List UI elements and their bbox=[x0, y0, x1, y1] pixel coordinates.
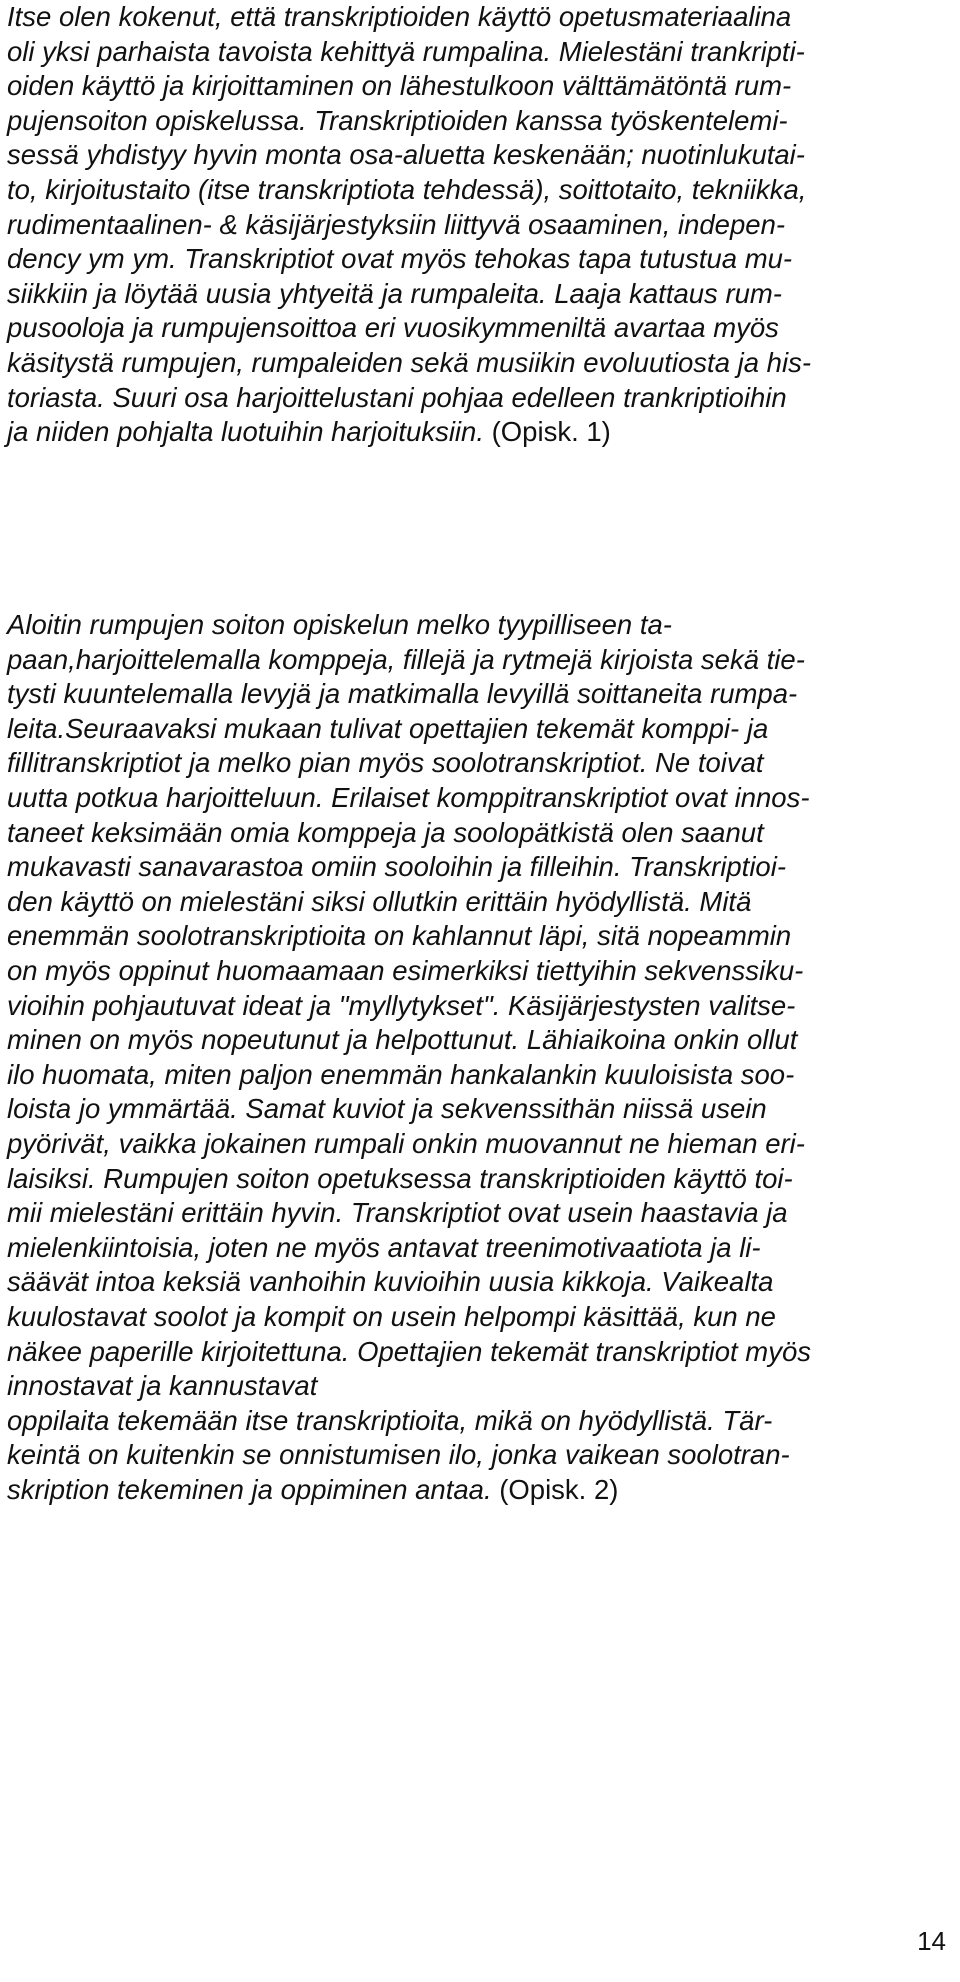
text-segment: pujensoiton opiskelussa. Transkriptioiden kanssa työskentelemi- bbox=[7, 104, 788, 136]
text-line bbox=[7, 712, 768, 746]
text-line bbox=[7, 1300, 776, 1334]
text-line bbox=[7, 954, 803, 988]
citation-ref: (Opisk. 1) bbox=[491, 416, 611, 448]
text-segment: pyörivät, vaikka jokainen rumpali onkin muovannut ne hieman eri- bbox=[7, 1128, 805, 1159]
text-segment: skription tekeminen ja oppiminen antaa. bbox=[7, 1474, 500, 1505]
text-line bbox=[7, 1127, 805, 1161]
text-segment: säävät intoa keksiä vanhoihin kuvioihin uusia kikkoja. Vaikealta bbox=[7, 1266, 774, 1298]
text-segment: fillitranskriptiot ja melko pian myös soolotranskriptiot. Ne toivat bbox=[7, 747, 764, 779]
text-segment: minen on myös nopeutunut ja helpottunut. Lähiaikoina onkin ollut bbox=[7, 1024, 798, 1056]
text-segment: laisiksi. Rumpujen soiton opetuksessa transkriptioiden käyttö toi- bbox=[7, 1162, 793, 1194]
text-segment: innostavat ja kannustavat bbox=[7, 1370, 318, 1402]
text-segment: näkee paperille kirjoitettuna. Opettajien tekemät transkriptiot myös bbox=[7, 1335, 812, 1367]
text-segment: oiden käyttö ja kirjoittaminen on lähestulkoon välttämätöntä rum- bbox=[7, 70, 792, 102]
text-segment: pusooloja ja rumpujensoittoa eri vuosikymmeniltä avartaa myös bbox=[7, 312, 779, 344]
text-segment: Aloitin rumpujen soiton opiskelun melko tyypilliseen ta- bbox=[7, 609, 672, 640]
text-segment: vioihin pohjautuvat ideat ja "myllytykset". Käsijärjestysten valitse- bbox=[7, 989, 796, 1021]
text-segment: dency ym ym. Transkriptiot ovat myös tehokas tapa tutustua mu- bbox=[7, 243, 793, 275]
text-line bbox=[7, 1265, 773, 1299]
text-line bbox=[7, 677, 797, 711]
text-segment: kuulostavat soolot ja kompit on usein helpompi käsittää, kun ne bbox=[7, 1301, 776, 1332]
text-line bbox=[7, 138, 805, 172]
text-line bbox=[7, 1023, 797, 1057]
text-line bbox=[7, 0, 791, 34]
text-segment: sessä yhdistyy hyvin monta osa-aluetta keskenään; nuotinlukutai- bbox=[7, 139, 805, 171]
text-line bbox=[7, 1092, 767, 1126]
text-segment: siikkiin ja löytää uusia yhtyeitä ja rumpaleita. Laaja kattaus rum- bbox=[7, 277, 782, 309]
text-line bbox=[7, 643, 805, 677]
text-segment: den käyttö on mielestäni siksi ollutkin erittäin hyödyllistä. Mitä bbox=[7, 885, 752, 917]
text-segment: enemmän soolotranskriptioita on kahlannut läpi, sitä nopeammin bbox=[7, 920, 792, 952]
text-line bbox=[7, 1162, 793, 1196]
citation-ref: (Opisk. 2) bbox=[499, 1474, 619, 1505]
text-line bbox=[7, 415, 611, 449]
text-segment: tysti kuuntelemalla levyjä ja matkimalla levyillä soittaneita rumpa- bbox=[7, 678, 798, 710]
text-line bbox=[7, 885, 751, 919]
text-line bbox=[7, 746, 764, 780]
text-line bbox=[7, 242, 792, 276]
text-segment: on myös oppinut huomaamaan esimerkiksi tiettyihin sekvenssiku- bbox=[7, 955, 804, 986]
text-line bbox=[7, 173, 806, 207]
text-segment: keintä on kuitenkin se onnistumisen ilo, jonka vaikean soolotran- bbox=[7, 1439, 790, 1471]
text-segment: taneet keksimään omia komppeja ja soolopätkistä olen saanut bbox=[7, 816, 764, 848]
text-segment: toriasta. Suuri osa harjoittelustani pohjaa edelleen trankriptioihin bbox=[7, 381, 787, 413]
text-line bbox=[7, 1473, 618, 1507]
text-line bbox=[7, 277, 782, 311]
text-line bbox=[7, 104, 788, 138]
text-line bbox=[7, 781, 810, 815]
text-segment: to, kirjoitustaito (itse transkriptiota tehdessä), soittotaito, tekniikka, bbox=[7, 174, 807, 205]
text-segment: mukavasti sanavarastoa omiin sooloihin ja filleihin. Transkriptioi- bbox=[7, 851, 786, 883]
text-segment: uutta potkua harjoitteluun. Erilaiset komppitranskriptiot ovat innos- bbox=[7, 782, 810, 813]
text-segment: paan,harjoittelemalla komppeja, fillejä ja rytmejä kirjoista sekä tie- bbox=[7, 643, 805, 675]
text-line bbox=[7, 346, 811, 380]
text-line bbox=[7, 989, 795, 1023]
page-number: 14 bbox=[917, 1926, 946, 1956]
text-segment: ja niiden pohjalta luotuihin harjoituksiin. bbox=[7, 416, 492, 448]
text-segment: rudimentaalinen- & käsijärjestyksiin liittyvä osaaminen, indepen- bbox=[7, 208, 786, 240]
text-line bbox=[7, 1369, 317, 1403]
text-segment: oli yksi parhaista tavoista kehittyä rumpalina. Mielestäni trankripti- bbox=[7, 35, 805, 67]
text-segment: leita.Seuraavaksi mukaan tulivat opettajien tekemät komppi- ja bbox=[7, 712, 769, 744]
text-segment: ilo huomata, miten paljon enemmän hankalankin kuuloisista soo- bbox=[7, 1058, 795, 1090]
text-line bbox=[7, 608, 672, 642]
text-line bbox=[7, 1231, 761, 1265]
text-line bbox=[7, 311, 779, 345]
text-segment: Itse olen kokenut, että transkriptioiden käyttö opetusmateriaalina bbox=[7, 1, 792, 32]
text-line bbox=[7, 1438, 790, 1472]
text-line bbox=[7, 1404, 772, 1438]
text-line bbox=[7, 69, 791, 103]
text-segment: oppilaita tekemään itse transkriptioita, mikä on hyödyllistä. Tär- bbox=[7, 1404, 773, 1436]
text-segment: mielenkiintoisia, joten ne myös antavat treenimotivaatiota ja li- bbox=[7, 1231, 761, 1263]
text-line bbox=[7, 919, 791, 953]
text-segment: käsitystä rumpujen, rumpaleiden sekä musiikin evoluutiosta ja his- bbox=[7, 347, 811, 378]
text-line bbox=[7, 381, 787, 415]
text-line bbox=[7, 1335, 811, 1369]
text-line bbox=[7, 850, 786, 884]
text-line bbox=[7, 816, 764, 850]
text-line bbox=[7, 1196, 788, 1230]
text-line bbox=[7, 208, 785, 242]
text-segment: loista jo ymmärtää. Samat kuviot ja sekvenssithän niissä usein bbox=[7, 1093, 767, 1125]
text-segment: mii mielestäni erittäin hyvin. Transkriptiot ovat usein haastavia ja bbox=[7, 1197, 788, 1229]
text-line bbox=[7, 1058, 794, 1092]
text-line bbox=[7, 35, 805, 69]
